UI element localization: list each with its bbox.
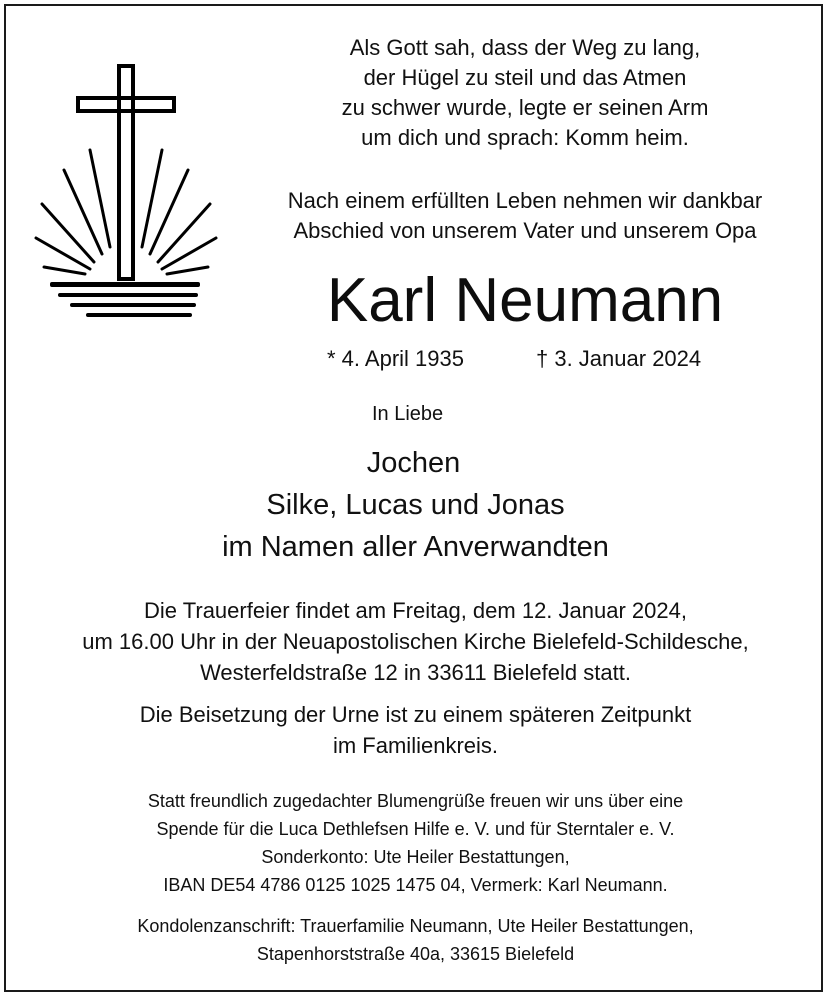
mourner-name: Silke, Lucas und Jonas xyxy=(266,489,565,521)
condolence-line: Kondolenzanschrift: Trauerfamilie Neumann, Ute Heiler Bestattungen, xyxy=(137,916,694,936)
ceremony-line: Westerfeldstraße 12 in 33611 Bielefeld statt. xyxy=(200,660,631,685)
condolence-line: Stapenhorststraße 40a, 33615 Bielefeld xyxy=(256,944,575,964)
birth-date: * 4. April 1935 xyxy=(327,346,464,371)
donation-line: Sonderkonto: Ute Heiler Bestattungen, xyxy=(261,847,570,867)
poem-line: Als Gott sah, dass der Weg zu lang, xyxy=(349,35,701,60)
poem-line: der Hügel zu steil und das Atmen xyxy=(363,65,687,90)
intro-line: Nach einem erfüllten Leben nehmen wir dankbar xyxy=(287,188,763,213)
ceremony-line: Die Trauerfeier findet am Freitag, dem 12. Januar 2024, xyxy=(144,598,687,623)
ceremony-line: um 16.00 Uhr in der Neuapostolischen Kirche Bielefeld-Schildesche, xyxy=(82,629,749,654)
deceased-name: Karl Neumann xyxy=(326,266,724,335)
poem-line: zu schwer wurde, legte er seinen Arm xyxy=(341,95,709,120)
sun-rays-icon xyxy=(36,150,216,274)
intro-line: Abschied von unserem Vater und unserem Opa xyxy=(293,218,757,243)
mourners-intro: In Liebe xyxy=(372,403,444,425)
burial-line: Die Beisetzung der Urne ist zu einem späteren Zeitpunkt xyxy=(139,702,692,727)
water-lines-icon xyxy=(50,282,200,317)
donation-line: Spende für die Luca Dethlefsen Hilfe e. V. und für Sterntaler e. V. xyxy=(156,819,675,839)
donation-line: IBAN DE54 4786 0125 1025 1475 04, Vermerk: Karl Neumann. xyxy=(163,875,668,895)
cross-icon xyxy=(78,66,174,279)
donation-line: Statt freundlich zugedachter Blumengrüße freuen wir uns über eine xyxy=(147,791,684,811)
poem-line: um dich und sprach: Komm heim. xyxy=(361,125,689,150)
death-date: † 3. Januar 2024 xyxy=(536,346,702,371)
mourner-name: im Namen aller Anverwandten xyxy=(222,531,609,563)
cross-sun-water-icon xyxy=(30,62,220,327)
burial-line: im Familienkreis. xyxy=(332,733,499,758)
mourner-name: Jochen xyxy=(366,447,461,479)
